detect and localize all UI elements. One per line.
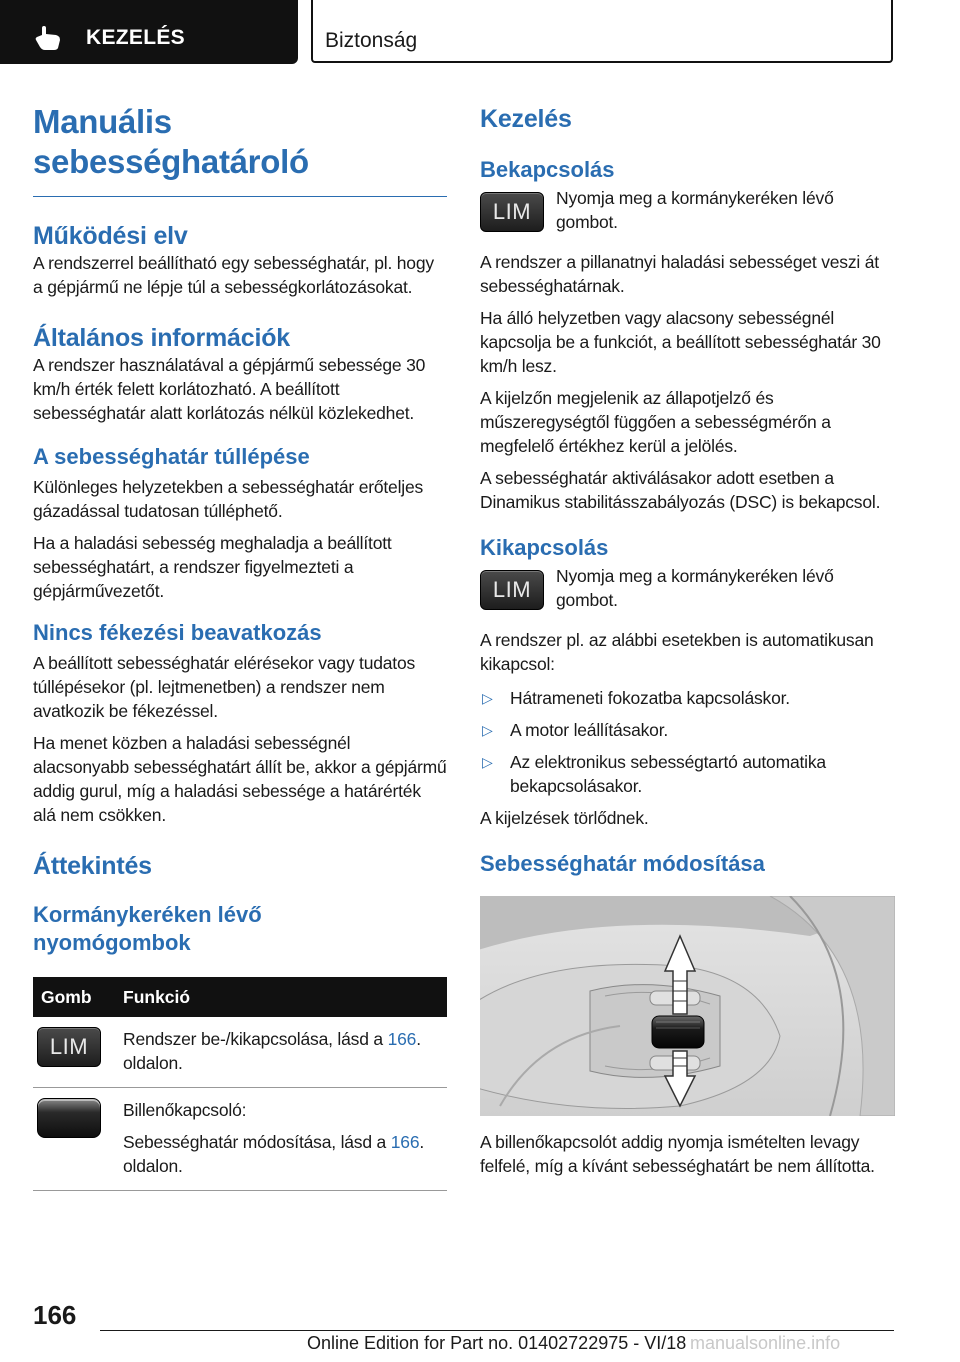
heading-exceeding: A sebességhatár túllépése — [33, 444, 310, 469]
lim-button-icon: LIM — [480, 192, 544, 232]
title-rule — [33, 196, 447, 197]
exceeding-text-2: Ha a haladási sebesség meghaladja a beállított sebességhatárt, a rendszer figyelmezteti a gépjárművezetőt. — [33, 533, 392, 601]
steering-wheel-illustration — [480, 896, 895, 1116]
switch-off-text-1: A rendszer pl. az alábbi esetekben is automatikusan kikapcsol: — [480, 630, 874, 674]
page-link-166[interactable]: 166 — [390, 1132, 420, 1152]
rocker-switch-icon — [37, 1098, 101, 1138]
steering-wheel-photo — [480, 896, 895, 1116]
modify-caption: A billenőkapcsolót addig nyomja ismételten levagy felfelé, míg a kívánt sebességhatárt be nem állította. — [480, 1132, 875, 1176]
section-tab[interactable] — [0, 0, 298, 64]
switch-on-text-1: A rendszer a pillanatnyi haladási sebességet veszi át sebességhatárnak. — [480, 252, 879, 296]
lim-button-icon: LIM — [480, 570, 544, 610]
heading-steering-buttons: Kormánykeréken lévő nyomógombok — [33, 902, 262, 955]
triangle-bullet-icon: ▷ — [482, 722, 493, 738]
heading-no-braking: Nincs fékezési beavatkozás — [33, 620, 322, 645]
heading-overview: Áttekintés — [33, 852, 152, 880]
switch-off-instruction-row — [480, 566, 895, 612]
heading-switch-on: Bekapcsolás — [480, 157, 615, 182]
buttons-table — [33, 977, 447, 1191]
hand-pointer-icon — [34, 25, 62, 51]
lim-button-icon: LIM — [37, 1027, 101, 1067]
switch-on-instruction-row — [480, 188, 895, 234]
exceeding-text-1: Különleges helyzetekben a sebességhatár erőteljes gázadással tudatosan túlléphető. — [33, 477, 424, 521]
heading-switch-off: Kikapcsolás — [480, 535, 609, 560]
switch-off-instruction: Nyomja meg a kormánykeréken lévő gombot. — [556, 566, 834, 610]
heading-operation: Kezelés — [480, 105, 572, 133]
switch-on-text-4: A sebességhatár aktiválásakor adott esetben a Dinamikus stabilitásszabályozás (DSC) is bekapcsol. — [480, 468, 881, 512]
list-item: ▷ Hátrameneti fokozatba kapcsoláskor. — [482, 688, 790, 708]
switch-off-text-2: A kijelzések törlődnek. — [480, 808, 649, 828]
footer-edition: Online Edition for Part no. 01402722975 - VI/18 — [307, 1333, 687, 1353]
heading-general-info: Általános információk — [33, 324, 290, 352]
switch-on-text-2: Ha álló helyzetben vagy alacsony sebességnél kapcsolja be a funkciót, a beállított sebességhatár 30 km/h lesz. — [480, 308, 881, 376]
footer-rule — [100, 1330, 894, 1331]
no-braking-text-1: A beállított sebességhatár elérésekor vagy tudatos túllépésekor (pl. lejtmenetben) a rendszer nem avatkozik be fékezéssel. — [33, 653, 416, 721]
heading-working-principle: Működési elv — [33, 222, 188, 250]
general-info-text: A rendszer használatával a gépjármű sebessége 30 km/h érték felett korlátozható. A beállított sebességhatár alatt korlátozás nélkül közlekedhet. — [33, 355, 426, 423]
footer-watermark: manualsonline.info — [690, 1333, 841, 1353]
table-row — [33, 1088, 447, 1191]
page-link-166[interactable]: 166 — [387, 1029, 417, 1049]
col-header-button: Gomb — [33, 977, 115, 1017]
working-principle-text: A rendszerrel beállítható egy sebességhatár, pl. hogy a gépjármű ne lépje túl a sebességkorlátozásokat. — [33, 253, 434, 297]
page-number: 166 — [33, 1300, 77, 1330]
triangle-bullet-icon: ▷ — [482, 690, 493, 706]
table-header — [33, 977, 447, 1017]
page-title: Manuális sebességhatároló — [33, 103, 309, 180]
chapter-header — [311, 0, 893, 63]
section-label: KEZELÉS — [86, 26, 185, 49]
no-braking-text-2: Ha menet közben a haladási sebességnél alacsonyabb sebességhatárt állít be, akkor a gépjármű addig gurul, míg a haladási sebessége a határérték alá nem csökken. — [33, 733, 447, 825]
triangle-bullet-icon: ▷ — [482, 754, 493, 770]
row1-text: Rendszer be-/kikapcsolása, lásd a 166. oldalon. — [123, 1029, 421, 1073]
switch-on-instruction: Nyomja meg a kormánykeréken lévő gombot. — [556, 188, 834, 232]
switch-on-text-3: A kijelzőn megjelenik az állapotjelző és műszeregységtől függően a sebességmérőn a megfelelő értékhez kerül a jelölés. — [480, 388, 831, 456]
list-item: ▷ A motor leállításakor. — [482, 720, 669, 740]
table-row — [33, 1017, 447, 1088]
row2-title: Billenőkapcsoló: — [123, 1100, 247, 1120]
list-item: ▷ Az elektronikus sebességtartó automatika bekapcsolásakor. — [482, 752, 826, 796]
heading-modify-limit: Sebességhatár módosítása — [480, 851, 765, 876]
col-header-function: Funkció — [115, 977, 447, 1017]
chapter-label: Biztonság — [325, 29, 418, 52]
right-column — [480, 96, 895, 1178]
row2-text: Sebességhatár módosítása, lásd a 166. oldalon. — [123, 1132, 425, 1176]
left-column — [33, 96, 447, 1191]
